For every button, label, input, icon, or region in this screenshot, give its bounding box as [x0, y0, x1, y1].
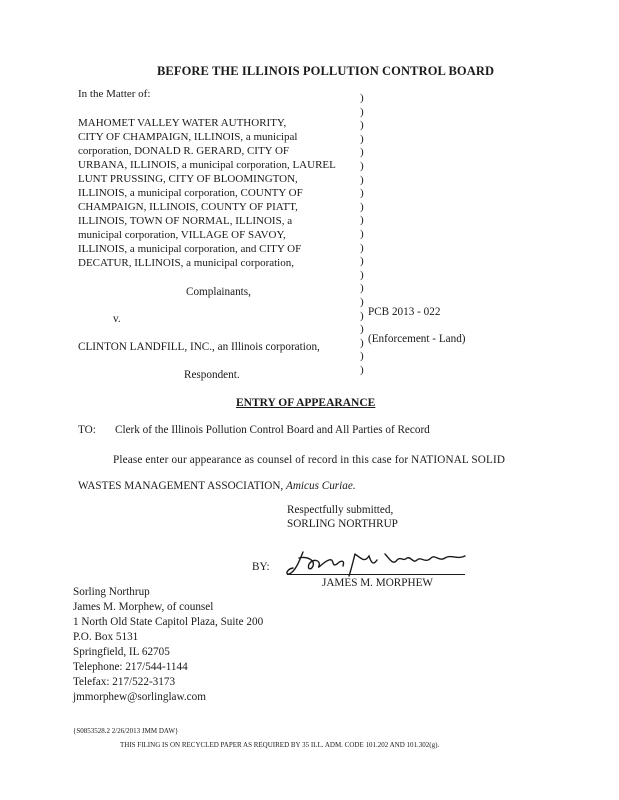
email-address: jmmorphew@sorlinglaw.com	[73, 691, 206, 703]
paren: )	[360, 227, 364, 240]
complainant-line: URBANA, ILLINOIS, a municipal corporation, LAUREL	[78, 159, 336, 171]
respondent-line: CLINTON LANDFILL, INC., an Illinois corporation,	[78, 341, 320, 353]
amicus-curiae: Amicus Curiae.	[286, 480, 356, 492]
caption-paren-column	[360, 92, 364, 377]
complainant-line: ILLINOIS, a municipal corporation, and CITY OF	[78, 243, 302, 255]
address-line: Sorling Northrup	[73, 586, 150, 598]
complainant-line: corporation, DONALD R. GERARD, CITY OF	[78, 145, 290, 157]
paren: )	[360, 132, 364, 145]
complainant-line: CHAMPAIGN, ILLINOIS, COUNTY OF PIATT,	[78, 201, 298, 213]
paren: )	[360, 146, 364, 159]
paren: )	[360, 295, 364, 308]
address-line: Telefax: 217/522-3173	[73, 676, 176, 688]
to-label: TO:	[78, 424, 96, 436]
address-line: 1 North Old State Capitol Plaza, Suite 200	[73, 616, 264, 628]
case-type: (Enforcement - Land)	[368, 333, 466, 345]
document-id: {S0853528.2 2/26/2013 JMM DAW}	[73, 727, 179, 735]
entry-of-appearance-heading: ENTRY OF APPEARANCE	[236, 397, 376, 409]
complainant-line: municipal corporation, VILLAGE OF SAVOY,	[78, 229, 286, 241]
paren: )	[360, 336, 364, 349]
document-title: BEFORE THE ILLINOIS POLLUTION CONTROL BOARD	[157, 64, 495, 78]
complainant-line: ILLINOIS, TOWN OF NORMAL, ILLINOIS, a	[78, 215, 293, 227]
complainant-line: CITY OF CHAMPAIGN, ILLINOIS, a municipal	[78, 131, 298, 143]
body-line-2-text: WASTES MANAGEMENT ASSOCIATION,	[78, 480, 287, 492]
complainants-label: Complainants,	[186, 286, 251, 298]
paren: )	[360, 173, 364, 186]
signature-line	[287, 574, 465, 575]
firm-name: SORLING NORTHRUP	[287, 518, 398, 530]
paren: )	[360, 105, 364, 118]
signer-name: JAMES M. MORPHEW	[322, 577, 433, 589]
complainant-line: DECATUR, ILLINOIS, a municipal corporation,	[78, 257, 294, 269]
complainant-line: MAHOMET VALLEY WATER AUTHORITY,	[78, 117, 287, 129]
paren: )	[360, 309, 364, 322]
paren: )	[360, 159, 364, 172]
paren: )	[360, 363, 364, 376]
complainant-line: LUNT PRUSSING, CITY OF BLOOMINGTON,	[78, 173, 298, 185]
versus: v.	[113, 313, 121, 325]
recycled-paper-notice: THIS FILING IS ON RECYCLED PAPER AS REQUIRED BY 35 ILL. ADM. CODE 101.202 AND 101.302(g).	[120, 741, 440, 749]
matter-of-label: In the Matter of:	[78, 88, 151, 100]
respectfully-submitted: Respectfully submitted,	[287, 504, 394, 516]
paren: )	[360, 268, 364, 281]
address-line: James M. Morphew, of counsel	[73, 601, 214, 613]
paren: )	[360, 214, 364, 227]
address-line: Telephone: 217/544-1144	[73, 661, 188, 673]
paren: )	[360, 200, 364, 213]
complainant-line: ILLINOIS, a municipal corporation, COUNTY OF	[78, 187, 303, 199]
paren: )	[360, 323, 364, 336]
paren: )	[360, 255, 364, 268]
respondent-label: Respondent.	[184, 369, 240, 381]
paren: )	[360, 119, 364, 132]
by-label: BY:	[252, 561, 270, 573]
paren: )	[360, 282, 364, 295]
case-number: PCB 2013 - 022	[368, 306, 441, 318]
paren: )	[360, 92, 364, 104]
body-line-2	[78, 480, 356, 492]
body-line-1: Please enter our appearance as counsel of record in this case for NATIONAL SOLID	[113, 454, 506, 466]
address-line: Springfield, IL 62705	[73, 646, 170, 658]
to-text: Clerk of the Illinois Pollution Control Board and All Parties of Record	[115, 424, 430, 436]
paren: )	[360, 350, 364, 363]
paren: )	[360, 241, 364, 254]
signature-image	[285, 548, 475, 580]
address-line: P.O. Box 5131	[73, 631, 139, 643]
paren: )	[360, 187, 364, 200]
